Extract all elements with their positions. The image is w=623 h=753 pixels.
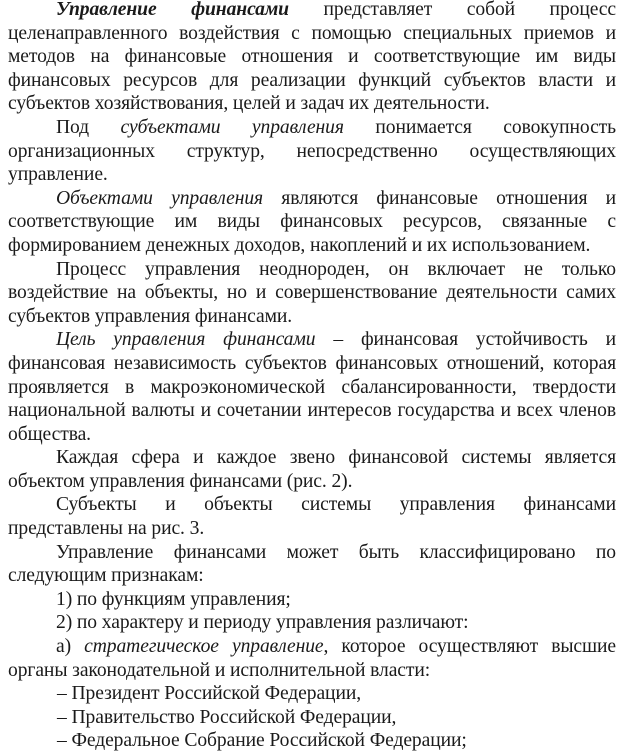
list-item <box>8 682 616 706</box>
list-item-strategic <box>8 635 616 682</box>
list-item-text: , которое осуществляют высшие органы законодательной и исполнительной власти: <box>8 636 616 681</box>
paragraph-text: Каждая сфера и каждое звено финансовой системы является объектом управления финансами (рис. 2). <box>8 447 616 492</box>
paragraph-classification <box>8 541 616 588</box>
term-finance-management: Управление финансами <box>56 0 289 20</box>
list-item-text: 1) по функциям управления; <box>56 588 291 610</box>
paragraph-text: Субъекты и объекты системы управления финансами представлены на рис. 3. <box>8 494 616 540</box>
paragraph-definition <box>8 0 616 116</box>
list-item <box>8 611 616 635</box>
list-item-text: 2) по характеру и периоду управления различают: <box>56 612 469 634</box>
term-goal: Цель управления финансами <box>56 329 316 351</box>
list-item-text: – Федеральное Собрание Российской Федерации; <box>57 730 467 752</box>
paragraph-spheres <box>8 446 616 493</box>
paragraph-text: понимается совокупность организационных структур, непосредственно осуществляющих управление. <box>8 116 616 186</box>
paragraph-goal <box>8 328 616 446</box>
paragraph-text: Под <box>56 116 121 138</box>
list-item-text: – Правительство Российской Федерации, <box>57 706 397 728</box>
list-item <box>8 729 616 753</box>
term-objects: Объектами управления <box>56 187 264 209</box>
list-item <box>8 588 616 612</box>
paragraph-process <box>8 258 616 329</box>
paragraph-figure-ref <box>8 493 616 540</box>
term-subjects: субъектами управления <box>120 116 344 138</box>
list-item-text: а) <box>56 636 85 658</box>
paragraph-objects <box>8 187 616 258</box>
paragraph-subjects <box>8 116 616 187</box>
term-strategic-management: стратегическое управление <box>84 636 324 658</box>
list-item <box>8 706 616 730</box>
paragraph-text: – финансовая устойчивость и финансовая независимость субъектов финансовых отношений, которая проявляется в макроэкономической сбалансированности, твердости национальной валюты и сочетании интересов государства и всех членов общества. <box>8 329 616 445</box>
paragraph-text: Процесс управления неоднороден, он включает не только воздействие на объекты, но и совершенствование деятельности самих субъектов управления финансами. <box>8 258 616 327</box>
paragraph-text: являются финансовые отношения и соответствующие им виды финансовых ресурсов, связанные с формированием денежных доходов, накоплений и их использованием. <box>8 187 616 256</box>
paragraph-text: представляет собой процесс целенаправленного воздействия с помощью специальных приемов и методов на финансовые отношения и соответствующие им виды финансовых ресурсов для реализации функций субъектов власти и субъектов хозяйствования, целей и задач их деятельности. <box>8 0 616 115</box>
list-item-text: – Президент Российской Федерации, <box>57 683 362 705</box>
paragraph-text: Управление финансами может быть классифицировано по следующим признакам: <box>8 541 616 587</box>
